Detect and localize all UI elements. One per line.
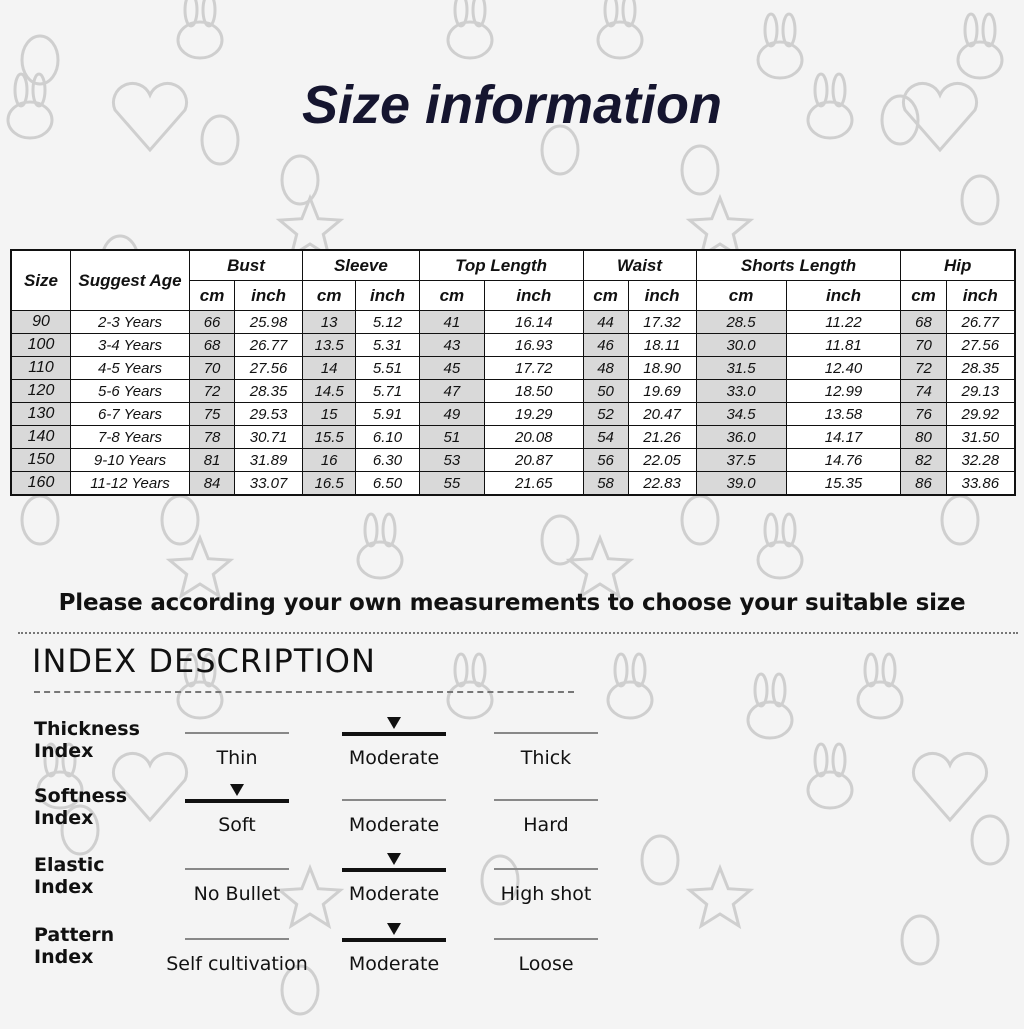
inch-value-cell: 29.13 — [946, 380, 1015, 403]
inch-unit-header: inch — [946, 281, 1015, 311]
index-bar — [494, 799, 598, 801]
cm-value-cell: 44 — [583, 311, 628, 334]
cm-value-cell: 14.5 — [303, 380, 356, 403]
index-option-label: Moderate — [348, 883, 440, 905]
index-bar — [494, 732, 598, 734]
inch-value-cell: 20.87 — [485, 449, 583, 472]
index-bar — [185, 938, 289, 940]
table-row — [11, 357, 1015, 380]
index-label: Elastic Index — [34, 854, 105, 898]
selected-marker-icon — [387, 923, 401, 935]
inch-value-cell: 32.28 — [946, 449, 1015, 472]
inch-value-cell: 14.76 — [786, 449, 901, 472]
index-label: Softness Index — [34, 785, 128, 829]
inch-value-cell: 25.98 — [235, 311, 303, 334]
age-cell: 3-4 Years — [71, 334, 190, 357]
inch-value-cell: 28.35 — [946, 357, 1015, 380]
cm-value-cell: 86 — [901, 472, 946, 496]
bust-header: Bust — [190, 250, 303, 281]
inch-value-cell: 6.50 — [356, 472, 419, 496]
age-cell: 4-5 Years — [71, 357, 190, 380]
index-bar-selected — [342, 938, 446, 942]
cm-value-cell: 47 — [419, 380, 484, 403]
cm-value-cell: 72 — [190, 380, 235, 403]
index-bar — [185, 868, 289, 870]
index-label: Pattern Index — [34, 924, 115, 968]
inch-value-cell: 27.56 — [946, 334, 1015, 357]
cm-value-cell: 41 — [419, 311, 484, 334]
inch-value-cell: 26.77 — [235, 334, 303, 357]
inch-value-cell: 20.47 — [628, 403, 696, 426]
index-description-title: INDEX DESCRIPTION — [32, 642, 376, 680]
selected-marker-icon — [230, 784, 244, 796]
size-cell: 160 — [11, 472, 71, 496]
cm-value-cell: 48 — [583, 357, 628, 380]
index-option-label: Moderate — [348, 747, 440, 769]
age-cell: 7-8 Years — [71, 426, 190, 449]
table-row — [11, 403, 1015, 426]
inch-value-cell: 18.90 — [628, 357, 696, 380]
index-option-label: Self cultivation — [166, 953, 308, 975]
age-cell: 11-12 Years — [71, 472, 190, 496]
cm-value-cell: 34.5 — [696, 403, 786, 426]
inch-value-cell: 16.93 — [485, 334, 583, 357]
table-row — [11, 426, 1015, 449]
size-table-body — [11, 311, 1015, 496]
index-option-label: Loose — [518, 953, 574, 975]
cm-unit-header: cm — [190, 281, 235, 311]
cm-value-cell: 82 — [901, 449, 946, 472]
selected-marker-icon — [387, 853, 401, 865]
cm-value-cell: 76 — [901, 403, 946, 426]
inch-value-cell: 11.81 — [786, 334, 901, 357]
size-cell: 130 — [11, 403, 71, 426]
inch-value-cell: 15.35 — [786, 472, 901, 496]
inch-value-cell: 29.53 — [235, 403, 303, 426]
index-option-label: Thick — [520, 747, 572, 769]
cm-value-cell: 51 — [419, 426, 484, 449]
inch-value-cell: 19.29 — [485, 403, 583, 426]
inch-value-cell: 20.08 — [485, 426, 583, 449]
cm-value-cell: 58 — [583, 472, 628, 496]
inch-value-cell: 21.65 — [485, 472, 583, 496]
size-table-header-row — [11, 250, 1015, 281]
cm-value-cell: 50 — [583, 380, 628, 403]
index-option-label: Moderate — [348, 814, 440, 836]
sleeve-header: Sleeve — [303, 250, 420, 281]
cm-value-cell: 13 — [303, 311, 356, 334]
table-row — [11, 334, 1015, 357]
dashed-divider — [34, 691, 574, 693]
index-bar — [494, 938, 598, 940]
cm-value-cell: 28.5 — [696, 311, 786, 334]
index-option-label: No Bullet — [193, 883, 281, 905]
inch-value-cell: 18.11 — [628, 334, 696, 357]
inch-value-cell: 21.26 — [628, 426, 696, 449]
inch-value-cell: 6.30 — [356, 449, 419, 472]
cm-value-cell: 43 — [419, 334, 484, 357]
index-bar — [494, 868, 598, 870]
inch-value-cell: 5.71 — [356, 380, 419, 403]
cm-value-cell: 55 — [419, 472, 484, 496]
inch-value-cell: 31.50 — [946, 426, 1015, 449]
index-bar — [185, 732, 289, 734]
shorts-length-header: Shorts Length — [696, 250, 901, 281]
index-option-label: Hard — [523, 814, 569, 836]
cm-unit-header: cm — [583, 281, 628, 311]
inch-value-cell: 5.12 — [356, 311, 419, 334]
inch-value-cell: 5.91 — [356, 403, 419, 426]
cm-value-cell: 53 — [419, 449, 484, 472]
page-title: Size information — [301, 75, 723, 135]
cm-value-cell: 74 — [901, 380, 946, 403]
inch-value-cell: 11.22 — [786, 311, 901, 334]
cm-value-cell: 52 — [583, 403, 628, 426]
age-header: Suggest Age — [71, 250, 190, 311]
cm-unit-header: cm — [303, 281, 356, 311]
cm-value-cell: 84 — [190, 472, 235, 496]
cm-value-cell: 30.0 — [696, 334, 786, 357]
inch-unit-header: inch — [235, 281, 303, 311]
cm-value-cell: 13.5 — [303, 334, 356, 357]
cm-value-cell: 31.5 — [696, 357, 786, 380]
dotted-divider — [18, 632, 1018, 634]
inch-value-cell: 14.17 — [786, 426, 901, 449]
inch-value-cell: 6.10 — [356, 426, 419, 449]
inch-value-cell: 12.99 — [786, 380, 901, 403]
inch-value-cell: 18.50 — [485, 380, 583, 403]
waist-header: Waist — [583, 250, 696, 281]
cm-value-cell: 56 — [583, 449, 628, 472]
index-option-label: Moderate — [348, 953, 440, 975]
cm-unit-header: cm — [696, 281, 786, 311]
top-length-header: Top Length — [419, 250, 583, 281]
cm-value-cell: 70 — [901, 334, 946, 357]
cm-value-cell: 68 — [901, 311, 946, 334]
age-cell: 9-10 Years — [71, 449, 190, 472]
inch-value-cell: 17.72 — [485, 357, 583, 380]
cm-value-cell: 37.5 — [696, 449, 786, 472]
cm-value-cell: 46 — [583, 334, 628, 357]
inch-value-cell: 5.31 — [356, 334, 419, 357]
index-bar-selected — [342, 868, 446, 872]
inch-value-cell: 30.71 — [235, 426, 303, 449]
size-cell: 110 — [11, 357, 71, 380]
size-cell: 100 — [11, 334, 71, 357]
cm-value-cell: 49 — [419, 403, 484, 426]
cm-value-cell: 45 — [419, 357, 484, 380]
size-cell: 120 — [11, 380, 71, 403]
inch-unit-header: inch — [356, 281, 419, 311]
size-cell: 90 — [11, 311, 71, 334]
cm-value-cell: 14 — [303, 357, 356, 380]
size-cell: 140 — [11, 426, 71, 449]
inch-value-cell: 31.89 — [235, 449, 303, 472]
table-row — [11, 380, 1015, 403]
size-header: Size — [11, 250, 71, 311]
cm-value-cell: 80 — [901, 426, 946, 449]
cm-value-cell: 68 — [190, 334, 235, 357]
index-option-label: Thin — [216, 747, 258, 769]
inch-value-cell: 26.77 — [946, 311, 1015, 334]
size-cell: 150 — [11, 449, 71, 472]
measurement-notice: Please according your own measurements to choose your suitable size — [58, 590, 966, 616]
age-cell: 5-6 Years — [71, 380, 190, 403]
cm-unit-header: cm — [419, 281, 484, 311]
inch-value-cell: 17.32 — [628, 311, 696, 334]
inch-value-cell: 13.58 — [786, 403, 901, 426]
inch-value-cell: 27.56 — [235, 357, 303, 380]
cm-value-cell: 66 — [190, 311, 235, 334]
index-label: Thickness Index — [34, 718, 140, 762]
cm-value-cell: 15.5 — [303, 426, 356, 449]
cm-unit-header: cm — [901, 281, 946, 311]
inch-value-cell: 12.40 — [786, 357, 901, 380]
inch-value-cell: 29.92 — [946, 403, 1015, 426]
index-bar — [342, 799, 446, 801]
table-row — [11, 472, 1015, 496]
inch-value-cell: 22.05 — [628, 449, 696, 472]
cm-value-cell: 39.0 — [696, 472, 786, 496]
cm-value-cell: 78 — [190, 426, 235, 449]
inch-value-cell: 19.69 — [628, 380, 696, 403]
cm-value-cell: 54 — [583, 426, 628, 449]
cm-value-cell: 16 — [303, 449, 356, 472]
inch-unit-header: inch — [628, 281, 696, 311]
inch-value-cell: 33.86 — [946, 472, 1015, 496]
inch-value-cell: 22.83 — [628, 472, 696, 496]
cm-value-cell: 72 — [901, 357, 946, 380]
inch-unit-header: inch — [786, 281, 901, 311]
cm-value-cell: 33.0 — [696, 380, 786, 403]
inch-value-cell: 33.07 — [235, 472, 303, 496]
inch-value-cell: 5.51 — [356, 357, 419, 380]
selected-marker-icon — [387, 717, 401, 729]
hip-header: Hip — [901, 250, 1015, 281]
table-row — [11, 449, 1015, 472]
inch-unit-header: inch — [485, 281, 583, 311]
index-bar-selected — [342, 732, 446, 736]
age-cell: 2-3 Years — [71, 311, 190, 334]
cm-value-cell: 16.5 — [303, 472, 356, 496]
index-option-label: High shot — [500, 883, 592, 905]
index-option-label: Soft — [218, 814, 256, 836]
index-bar-selected — [185, 799, 289, 803]
table-row — [11, 311, 1015, 334]
cm-value-cell: 36.0 — [696, 426, 786, 449]
age-cell: 6-7 Years — [71, 403, 190, 426]
cm-value-cell: 15 — [303, 403, 356, 426]
cm-value-cell: 81 — [190, 449, 235, 472]
cm-value-cell: 70 — [190, 357, 235, 380]
inch-value-cell: 28.35 — [235, 380, 303, 403]
inch-value-cell: 16.14 — [485, 311, 583, 334]
cm-value-cell: 75 — [190, 403, 235, 426]
size-table — [10, 249, 1016, 496]
